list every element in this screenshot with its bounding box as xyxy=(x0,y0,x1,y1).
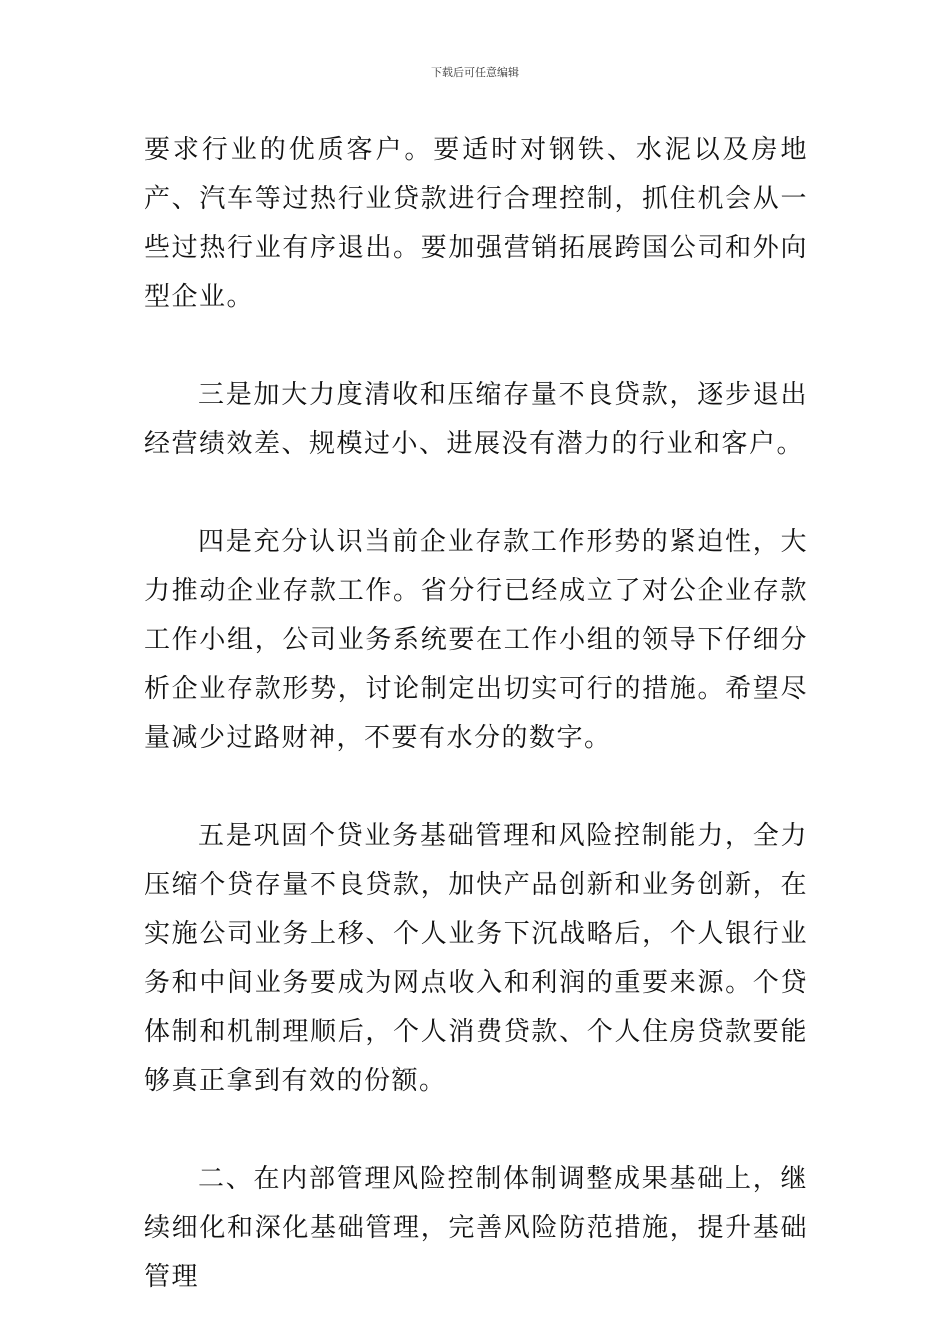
paragraph-continued: 要求行业的优质客户。要适时对钢铁、水泥以及房地产、汽车等过热行业贷款进行合理控制，抓住机会从一些过热行业有序退出。要加强营销拓展跨国公司和外向型企业。 xyxy=(144,135,808,312)
page-header: 下载后可任意编辑 xyxy=(431,66,519,79)
document-body xyxy=(144,126,808,1302)
paragraph-point-three: 三是加大力度清收和压缩存量不良贷款，逐步退出经营绩效差、规模过小、进展没有潜力的行业和客户。 xyxy=(144,380,808,459)
paragraph-point-four: 四是充分认识当前企业存款工作形势的紧迫性，大力推动企业存款工作。省分行已经成立了对公企业存款工作小组，公司业务系统要在工作小组的领导下仔细分析企业存款形势，讨论制定出切实可行的措施。希望尽量减少过路财神，不要有水分的数字。 xyxy=(144,527,808,753)
paragraph-point-five: 五是巩固个贷业务基础管理和风险控制能力，全力压缩个贷存量不良贷款，加快产品创新和业务创新，在实施公司业务上移、个人业务下沉战略后，个人银行业务和中间业务要成为网点收入和利润的重要来源。个贷体制和机制理顺后，个人消费贷款、个人住房贷款要能够真正拿到有效的份额。 xyxy=(144,821,808,1096)
paragraph-section-two: 二、在内部管理风险控制体制调整成果基础上，继续细化和深化基础管理，完善风险防范措施，提升基础管理 xyxy=(144,1164,808,1292)
